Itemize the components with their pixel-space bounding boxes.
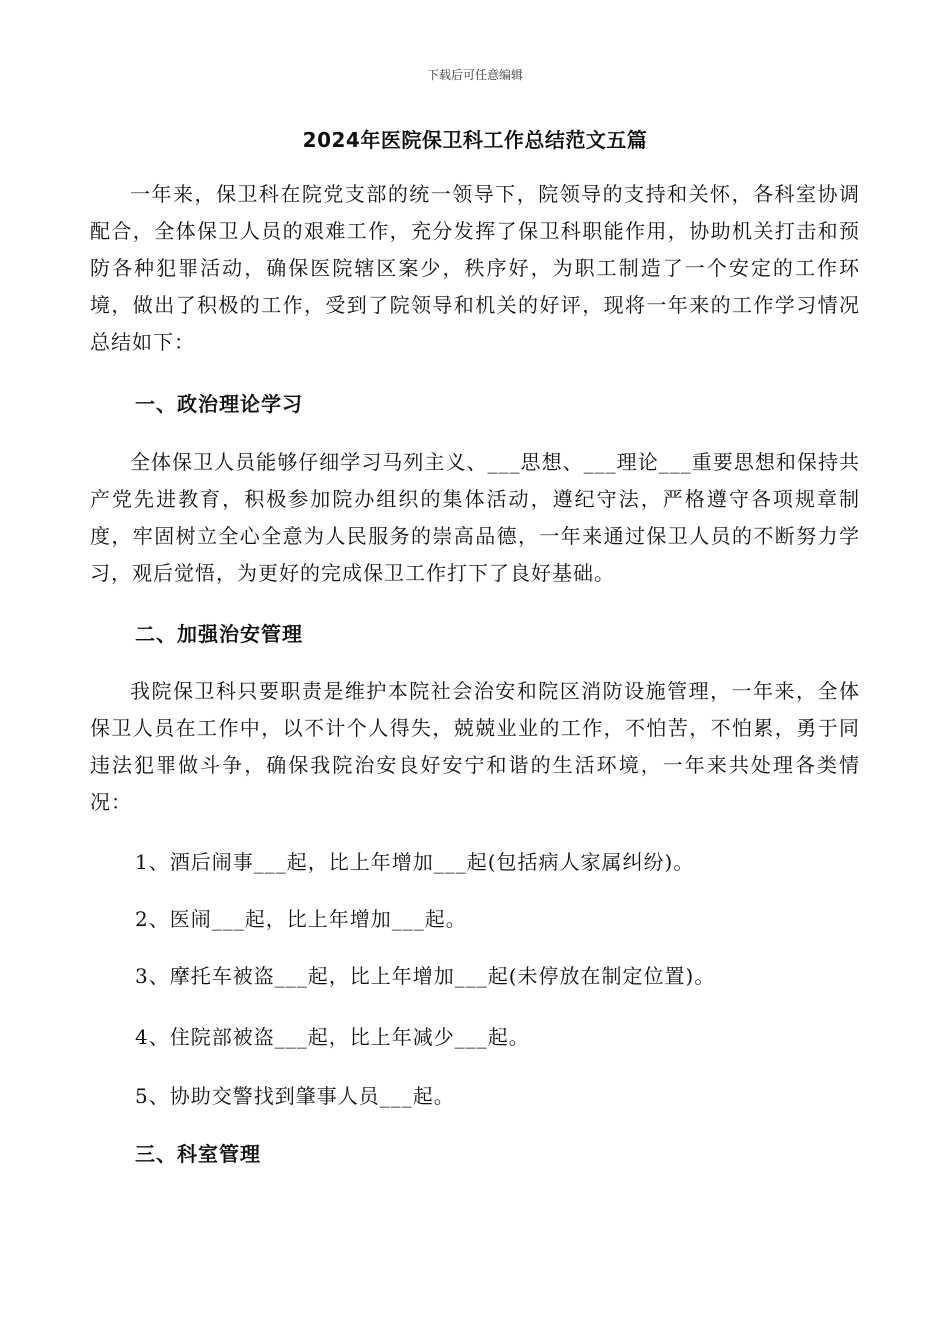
list-item: 3、摩托车被盗___起，比上年增加___起(未停放在制定位置)。 — [135, 964, 716, 988]
list-item: 1、酒后闹事___起，比上年增加___起(包括病人家属纠纷)。 — [135, 850, 695, 874]
section-1-heading: 一、政治理论学习 — [135, 392, 303, 416]
section-1-paragraph: 全体保卫人员能够仔细学习马列主义、___思想、___理论___重要思想和保持共产党先进教育，积极参加院办组织的集体活动，遵纪守法，严格遵守各项规章制度，牢固树立全心全意为人民服务的崇高品德，一年来通过保卫人员的不断努力学习，观后觉悟，为更好的完成保卫工作打下了良好基础。 — [90, 450, 860, 585]
header-note: 下载后可任意编辑 — [426, 68, 523, 82]
section-2-paragraph: 我院保卫科只要职责是维护本院社会治安和院区消防设施管理，一年来，全体保卫人员在工作中，以不计个人得失，兢兢业业的工作，不怕苦，不怕累，勇于同违法犯罪做斗争，确保我院治安良好安宁和谐的生活环境，一年来共处理各类情况： — [90, 679, 860, 814]
list-item: 5、协助交警找到肇事人员___起。 — [135, 1084, 455, 1108]
section-2-heading: 二、加强治安管理 — [135, 622, 303, 646]
list-item: 4、住院部被盗___起，比上年减少___起。 — [135, 1025, 530, 1049]
document-title: 2024年医院保卫科工作总结范文五篇 — [302, 128, 648, 152]
section-3-heading: 三、科室管理 — [135, 1142, 261, 1166]
list-item: 2、医闹___起，比上年增加___起。 — [135, 907, 467, 931]
intro-paragraph: 一年来，保卫科在院党支部的统一领导下，院领导的支持和关怀，各科室协调配合，全体保卫人员的艰难工作，充分发挥了保卫科职能作用，协助机关打击和预防各种犯罪活动，确保医院辖区案少，秩序好，为职工制造了一个安定的工作环境，做出了积极的工作，受到了院领导和机关的好评，现将一年来的工作学习情况总结如下： — [90, 182, 860, 354]
